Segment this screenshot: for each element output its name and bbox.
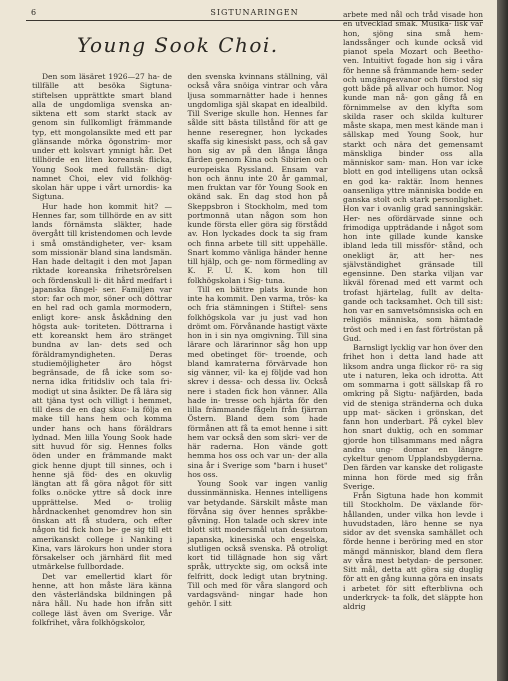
paragraph: den svenska kvinnans ställning, väl också våra snöiga vintrar och våra ljusa sommarnätter hade i hennes ungdomliga själ skapat en idealbild. Till Sverige skulle hon. Hennes far sålde sitt bästa tillstånd för att ge henne reseregner, hon lyckades skaffa sig kinesiskt pass, och så gav hon sig av på den långa långa färden genom Kina och Sibirien och europeiska Ryssland. Ensam var hon och ännu inte 20 år gammal, men fruktan var för Young Sook en okänd sak. En dag stod hon på Skeppsbron i Stockholm, med tom portmonnä utan någon som hon kunde första eller göra sig förstådd av. Hon lyckades dock ta sig fram och finna arbete till sitt uppehälle. Snart kommo vänliga händer henne till hjälp, och ge- nom förmedling av K. F. U. K. kom hon till folkhögskolan i Sig- tuna. bbox=[187, 72, 328, 285]
paragraph: Young Sook var ingen vanlig dussinmänniska. Hennes intelligens var betydande. Särskilt måste man förvåna sig över hennes språkbe- gåvning. Hon talade och skrev inte blott sitt modersmål utan dessutom japanska, kinesiska och engelska, slutligen också svenska. På otroligt kort tid tillägnade hon sig vårt språk, uttryckte sig, om också inte felfritt, dock ledigt utan brytning. Till och med för våra slangord och vardagsvänd- ningar hade hon gehör. I sitt bbox=[187, 479, 328, 609]
paragraph: Från Sigtuna hade hon kommit till Stockholm. De växlande för- hållanden, under vilka hon levde i huvudstaden, läro henne se nya sidor av det svenska samhället och förde henne i beröring med en stor mängd människor, bland dem flera av våra mest betydan- de personer. Sitt mål, detta att göra sig duglig för att en gång kunna göra en insats i arbetet för sitt efterblivna och underkryck- ta folk, det släppte hon aldrig bbox=[343, 491, 483, 611]
book-spine bbox=[497, 0, 508, 681]
page-number: 6 bbox=[31, 8, 38, 17]
column-2 bbox=[188, 72, 328, 673]
column-1 bbox=[32, 72, 172, 673]
magazine-title: SIGTUNARINGEN bbox=[210, 8, 299, 17]
article-title: Young Sook Choi. bbox=[77, 33, 279, 57]
paragraph: Till en bättre plats kunde hon inte ha kommit. Den varma, trös- ka och fria stämningen i Stiftel- sens folkhögskola var ju just vad hon drömt om. Förvånande hastigt växte hon in i sin nya omgivning. Till sina lärare och lärarinnor såg hon upp med obetinget för- troende, och bland kamraterna förvärvade hon sig vänner, vil- ka ej följde vad hon skrev i dessa- och dessa liv. Också nere i staden fick hon vänner. Alla hade in- tresse och hjärta för den lilla främmande fågeln från fjärran Östern. Bland dem som hade förmånen att få ta emot henne i sitt hem var också den som skri- ver de här raderna. Hon vände gott hemma hos oss och var un- der alla sina år i Sverige som "barn i huset" hos oss. bbox=[187, 284, 328, 479]
column-3 bbox=[343, 10, 483, 611]
paragraph: Barnsligt lycklig var hon över den frihet hon i detta land hade att liksom andra unga flickor rö- ra sig ute i naturen, leka och idrotta. Att om sommarna i gott sällskap få ro omkring på Sigtu- nafjärden, bada vid de steniga stränderna och duka upp mat- säcken i grönskan, det fann hon underbart. På cykel blev hon snart duktig, och en sommar gjorde hon tillsammans med några andra ung- domar en längre cykeltur genom Upplandsbygderna. Den färden var kanske det roligaste minna hon förde med sig från Sverige. bbox=[343, 343, 483, 491]
paragraph: Hur hade hon kommit hit? — Hennes far, som tillhörde en av sitt lands förnämsta släkter, hade övergått till kristendomen och levde i små omständigheter, ver- ksam som missionär bland sina landsmän. Han hade deltagit i den mot Japan riktade koreanska frihetsrörelsen och fördenskull li- dit hård medfart i japanska fängel- ser. Familjen var stor: far och mor, söner och döttrar en hel rad och gamla mormodern, enligt kore- ansk åskådning den högsta auk- toriteten. Döttrarna i ett koreanskt hem äro stränget bundna av lan- dets sed och föräldramyndigheten. Deras studiemöjligheter äro högst begränsade, de få icke som so- nerna idka fritidsliv och tala fri- modigt ut sina åsikter. De få lära sig att tjäna tyst och villigt i hemmet, till dess de en dag skuc- la följa en make till hans hem och komma under hans och hans föräldrars lydnad. Men lilla Young Sook hade sitt huvud för sig. Hennes folks öden under en främmande makt gick henne djupt till sinnes, och i henne sjä föd- des en okuvlig längtan att få göra något för sitt folks o.nöcke yttre så dock inre upprättelse. Med o- troliig hårdnackenhet genomdrev hon sin önskan att få studera, och efter någon tid fick hon be- ge sig till ett amerikanskt college i Nanking i Kina, vars lärokurs hon under stora försakelser och järnhärd flit med utmärkelse fullbordade. bbox=[32, 201, 172, 572]
paragraph: Den som läsäret 1926—27 ha- de tillfälle att besöka Sigtuna- stiftelsen upprättkte smart bland alla de ungdomliga svenska an- siktena ett som starkt stack av genom sin fullkomligt främmande typ, ett mongolansikte med ett par glänsande mörka ögonstrim- mor under ett kolsvart ymnigt hår. Det tillhörde en liten koreansk flicka, Young Sook med fullstän- digt namnet Choi, elev vid folkhög- skolan här uppe i vårt urnordis- ka Sigtuna. bbox=[32, 72, 172, 202]
paragraph: Det var emellertid klart för henne, att hon måste lära känna den västerländska bildningen på nära håll. Nu hade hon ifrån sitt college läst även om Sverige. Vår folkfrihet, våra folkhögskolor, bbox=[32, 571, 172, 627]
paragraph: arbete med nål och tråd visade hon en utvecklad smak. Musika- lisk var hon, sjöng sina små hem- landssånger och kunde också vid pianot spela Mozart och Beetho- ven. Intuitivt fogade hon sig i våra för henne så främmande hem- seder och umgängesvanor och förstod sig gott både på allvar och humor. Nog kunde man nå- gon gång få en förnimmelse av den klyfta som skilda raser och skilda kulturer måste skapa, men mest kände man i sällskap med Young Sook, hur starkt och nära det gemensamt mänskliga binder oss alla människor sam- man. Hon var icke blott en god intelligens utan också en god ka- raktär. Inom hennes oansenliga yttre människa bodde en ganska stolt och stark personlighet. Hon var i ovanlig grad sanningskär. Her- nes ofördärvade sinne och frimodiga uppträdande i något som hon inte gillade kunde kanske ibland leda till missför- stånd, och onekligt är, att her- nes självständighet gränsade till egensinne. Den starka viljan var likväl förenad med ett varmt och trofast hjärtelag, fullt av delta- gande och tacksamhet. Och till sist: hon var en samvetsömnsiska och en religiös människa, som hämtade tröst och med i en fast förtröstan på Gud. bbox=[343, 10, 483, 343]
